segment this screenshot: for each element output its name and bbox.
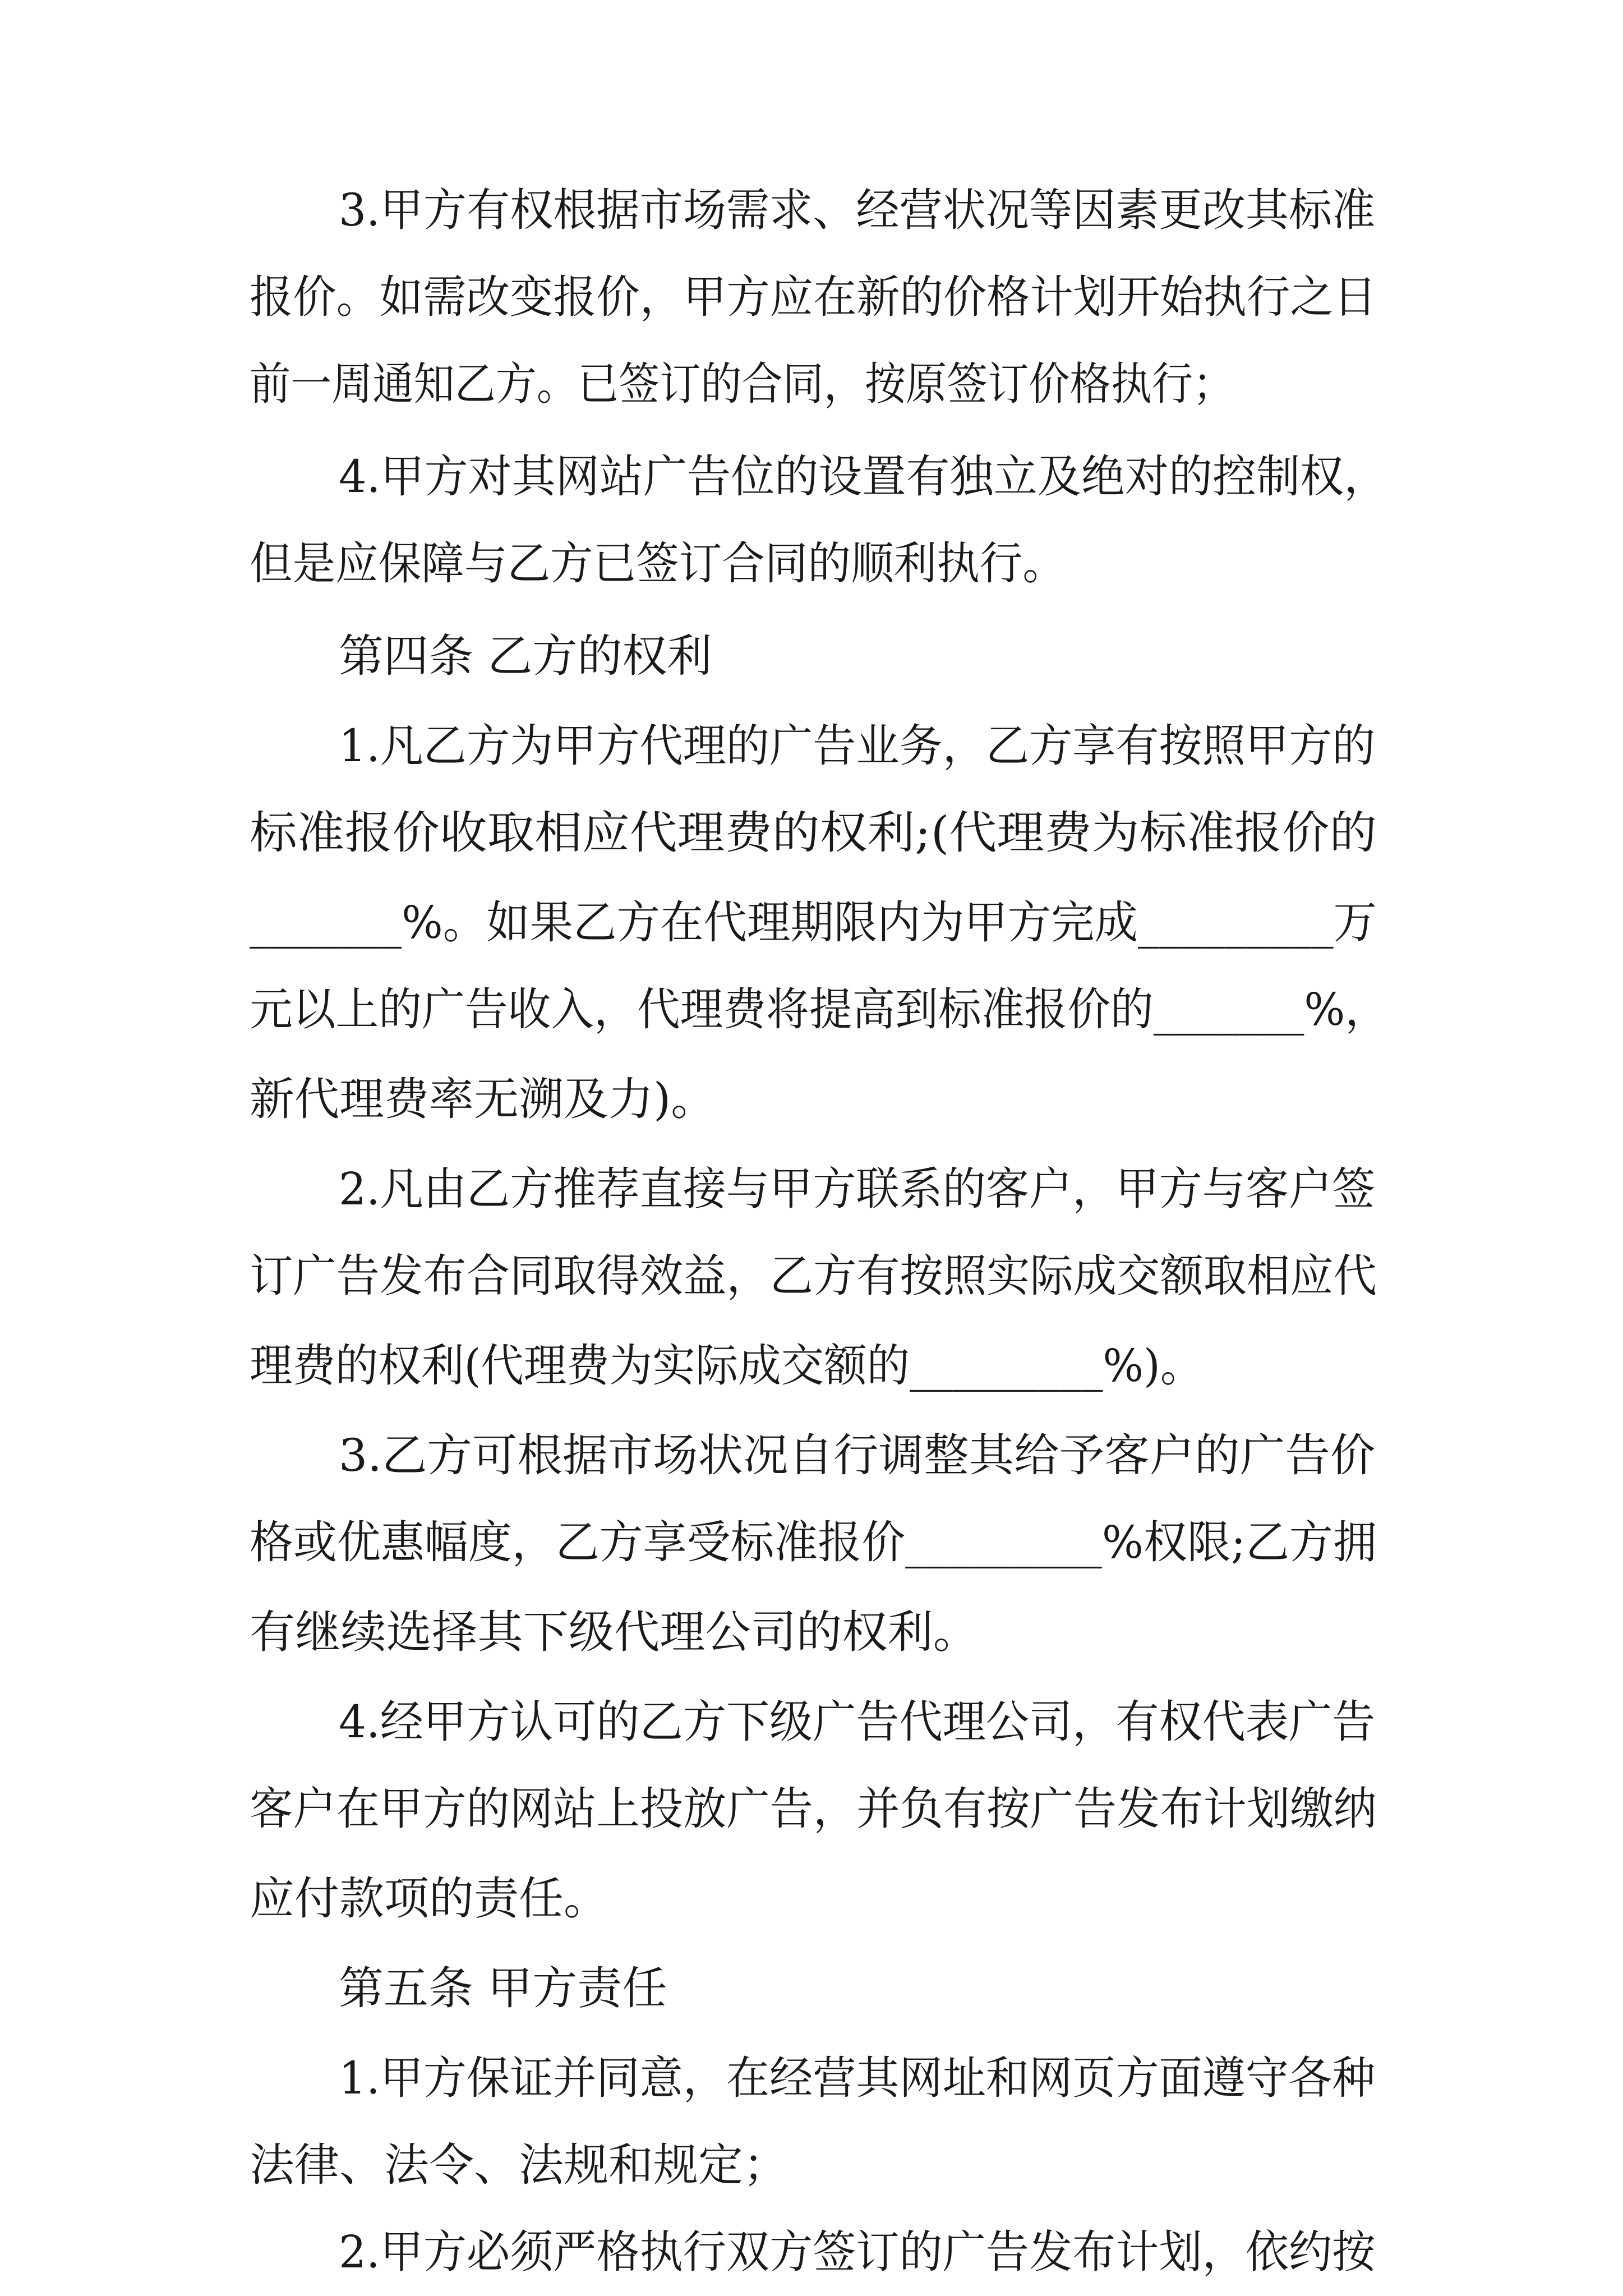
paragraph-line xyxy=(339,443,1387,510)
paragraph-line xyxy=(250,1509,1377,1576)
line-text: 有继续选择其下级代理公司的权利。 xyxy=(250,1606,979,1658)
paragraph-line xyxy=(250,2132,788,2199)
line-text: _______%。如果乙方在代理期限内为甲方完成_________万 xyxy=(250,896,1377,949)
paragraph-line xyxy=(250,1332,1203,1400)
paragraph-line xyxy=(250,1599,979,1666)
line-text: 4.甲方对其网站广告位的设置有独立及绝对的控制权， xyxy=(339,450,1388,503)
paragraph-line xyxy=(339,1422,1375,1489)
paragraph-line xyxy=(339,2045,1375,2112)
heading-text: 第五条 甲方责任 xyxy=(339,1962,667,2014)
line-text: 2.甲方必须严格执行双方签订的广告发布计划，依约按 xyxy=(339,2226,1376,2278)
section-heading xyxy=(339,623,712,690)
line-text: 3.甲方有权根据市场需求、经营状况等因素更改其标准 xyxy=(339,184,1376,236)
line-text: 订广告发布合同取得效益，乙方有按照实际成交额取相应代 xyxy=(250,1250,1377,1302)
line-text: 2.凡由乙方推荐直接与甲方联系的客户，甲方与客户签 xyxy=(339,1163,1376,1215)
paragraph-line xyxy=(250,1865,608,1932)
line-text: 新代理费率无溯及力)。 xyxy=(250,1073,716,1125)
line-text: 客户在甲方的网站上投放广告，并负有按广告发布计划缴纳 xyxy=(250,1783,1377,1835)
paragraph-line xyxy=(250,889,1377,956)
paragraph-line xyxy=(250,264,1377,331)
heading-text: 第四条 乙方的权利 xyxy=(339,630,712,682)
line-text: 格或优惠幅度，乙方享受标准报价_________%权限;乙方拥 xyxy=(250,1516,1377,1568)
paragraph-line xyxy=(339,177,1375,244)
line-text: 法律、法令、法规和规定； xyxy=(250,2139,788,2191)
paragraph-line xyxy=(250,1066,716,1133)
line-text: 前一周通知乙方。已签订的合同，按原签订价格执行； xyxy=(250,358,1234,410)
line-text: 1.甲方保证并同意，在经营其网址和网页方面遵守各种 xyxy=(339,2052,1376,2104)
line-text: 3.乙方可根据市场状况自行调整其给予客户的广告价 xyxy=(339,1429,1376,1481)
paragraph-line xyxy=(250,1243,1377,1310)
line-text: 元以上的广告收入，代理费将提高到标准报价的_______%， xyxy=(250,983,1389,1036)
paragraph-line xyxy=(250,799,1377,867)
line-text: 但是应保障与乙方已签订合同的顺利执行。 xyxy=(250,537,1066,590)
section-heading xyxy=(339,1955,667,2022)
line-text: 应付款项的责任。 xyxy=(250,1872,608,1925)
line-text: 报价。如需改变报价，甲方应在新的价格计划开始执行之日 xyxy=(250,271,1377,323)
paragraph-line xyxy=(250,530,1066,597)
paragraph-line xyxy=(339,1156,1375,1223)
line-text: 标准报价收取相应代理费的权利;(代理费为标准报价的 xyxy=(250,807,1377,859)
paragraph-line xyxy=(250,351,1234,418)
paragraph-line xyxy=(250,976,1388,1043)
paragraph-line xyxy=(339,712,1375,780)
line-text: 4.经甲方认可的乙方下级广告代理公司，有权代表广告 xyxy=(339,1696,1376,1748)
line-text: 理费的权利(代理费为实际成交额的_________%)。 xyxy=(250,1340,1204,1392)
paragraph-line xyxy=(339,1688,1375,1756)
paragraph-line xyxy=(250,1775,1377,1843)
paragraph-line xyxy=(339,2219,1375,2286)
line-text: 1.凡乙方为甲方代理的广告业务，乙方享有按照甲方的 xyxy=(339,720,1376,772)
